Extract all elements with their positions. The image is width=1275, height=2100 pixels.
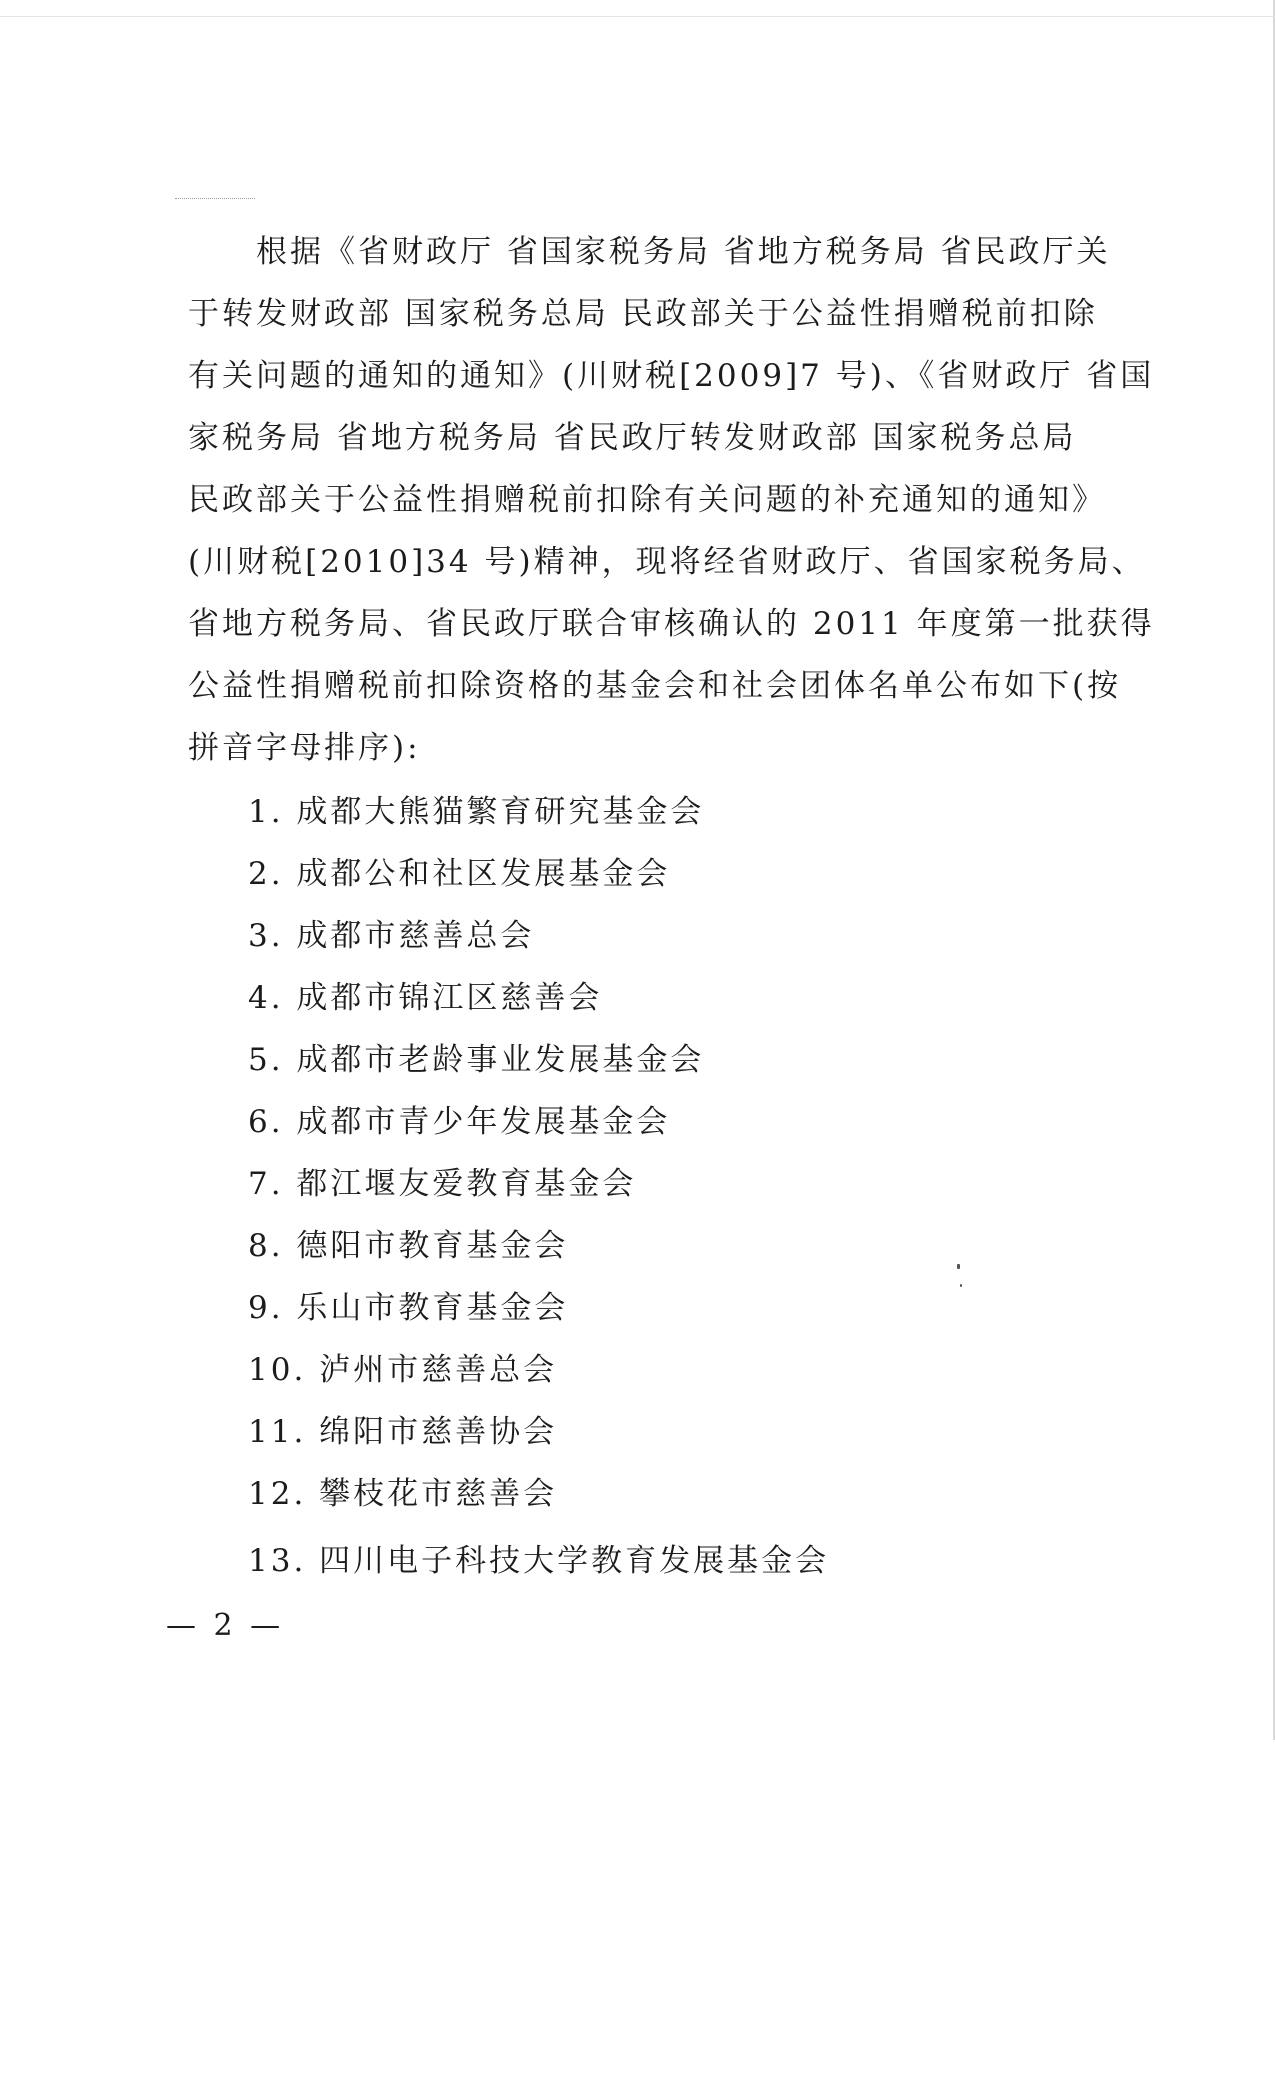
- list-item: 6. 成都市青少年发展基金会: [248, 1104, 671, 1140]
- page-number: — 2 —: [166, 1608, 285, 1643]
- list-item: 2. 成都公和社区发展基金会: [248, 856, 671, 892]
- body-line: (川财税[2010]34 号)精神，现将经省财政厅、省国家税务局、: [188, 544, 1146, 580]
- body-line: 于转发财政部 国家税务总局 民政部关于公益性捐赠税前扣除: [188, 296, 1098, 332]
- body-line: 民政部关于公益性捐赠税前扣除有关问题的补充通知的通知》: [188, 482, 1106, 518]
- list-item: 11. 绵阳市慈善协会: [248, 1414, 558, 1450]
- list-item: 9. 乐山市教育基金会: [248, 1290, 569, 1326]
- list-item: 10. 泸州市慈善总会: [248, 1352, 558, 1388]
- list-item: 4. 成都市锦江区慈善会: [248, 980, 603, 1016]
- body-line: 拼音字母排序):: [188, 730, 421, 766]
- body-paragraph: [0, 0, 1275, 780]
- list-item: 7. 都江堰友爱教育基金会: [248, 1166, 637, 1202]
- body-line: 根据《省财政厅 省国家税务局 省地方税务局 省民政厅关: [188, 234, 1111, 270]
- list-item: 1. 成都大熊猫繁育研究基金会: [248, 794, 705, 830]
- body-line: 有关问题的通知的通知》(川财税[2009]7 号)、《省财政厅 省国: [188, 358, 1155, 394]
- list-item: 13. 四川电子科技大学教育发展基金会: [248, 1543, 830, 1579]
- list-item: 5. 成都市老龄事业发展基金会: [248, 1042, 705, 1078]
- body-line: 省地方税务局、省民政厅联合审核确认的 2011 年度第一批获得: [188, 606, 1155, 642]
- scan-speck: [957, 1264, 960, 1269]
- scan-speck: [960, 1284, 962, 1287]
- body-line: 家税务局 省地方税务局 省民政厅转发财政部 国家税务总局: [188, 420, 1077, 456]
- list-item: 3. 成都市慈善总会: [248, 918, 535, 954]
- list-item: 12. 攀枝花市慈善会: [248, 1476, 558, 1512]
- list-item: 8. 德阳市教育基金会: [248, 1228, 569, 1264]
- body-line: 公益性捐赠税前扣除资格的基金会和社会团体名单公布如下(按: [188, 668, 1122, 704]
